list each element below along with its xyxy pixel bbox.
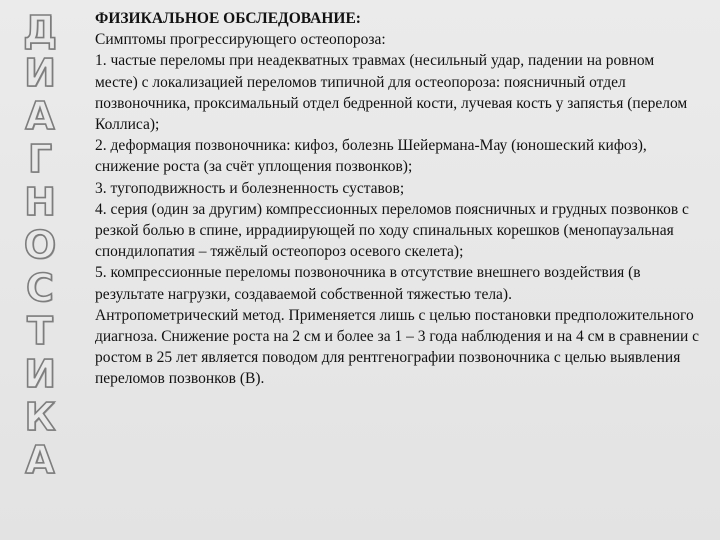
vertical-letter: К <box>24 395 56 439</box>
vertical-letter: С <box>26 266 54 310</box>
vertical-letter: О <box>23 223 57 267</box>
vertical-title-diagnostika <box>14 10 66 480</box>
vertical-letter: Д <box>23 8 57 52</box>
symptom-item-3: 3. тугоподвижность и болезненность суставов; <box>95 179 405 197</box>
symptom-item-5: 5. компрессионные переломы позвоночника в отсутствие внешнего воздействия (в результате нагрузки, создаваемой собственной тяжестью тела). <box>95 264 641 303</box>
anthropometric-method-paragraph: Антропометрический метод. Применяется лишь с целью постановки предположительного диагноза. Снижение роста на 2 см и более за 1 – 3 года наблюдения и на 4 см в сравнении с ростом в 25 лет является поводом для рентгенографии позвоночника с целью выявления переломов позвонков (В). <box>95 306 700 388</box>
vertical-letter: Г <box>27 137 53 181</box>
symptom-item-2: 2. деформация позвоночника: кифоз, болезнь Шейермана-Мау (юношеский кифоз), снижение роста (за счёт уплощения позвонков); <box>95 137 647 176</box>
symptom-item-4: 4. серия (один за другим) компрессионных переломов поясничных и грудных позвонков с резкой болью в спине, иррадиирующей по ходу спинальных корешков (менопаузальная спондилопатия – тяжёлый остеопороз осевого скелета); <box>95 200 689 261</box>
vertical-letter: Н <box>24 180 56 224</box>
vertical-letter: А <box>25 438 55 482</box>
symptom-item-1: 1. частые переломы при неадекватных травмах (несильный удар, падении на ровном месте) с локализацией переломов типичной для остеопороза: поясничный отдел позвоночника, проксимальный отдел бедренной кости, лучевая кость у запястья (перелом Коллиса); <box>95 52 688 134</box>
symptoms-intro: Симптомы прогрессирующего остеопороза: <box>95 31 386 49</box>
vertical-letter: И <box>24 51 56 95</box>
section-heading: ФИЗИКАЛЬНОЕ ОБСЛЕДОВАНИЕ: <box>95 10 361 27</box>
vertical-letter: И <box>24 352 56 396</box>
vertical-letter: Т <box>27 309 53 353</box>
slide-body-text <box>95 8 700 390</box>
vertical-letter: А <box>25 94 55 138</box>
